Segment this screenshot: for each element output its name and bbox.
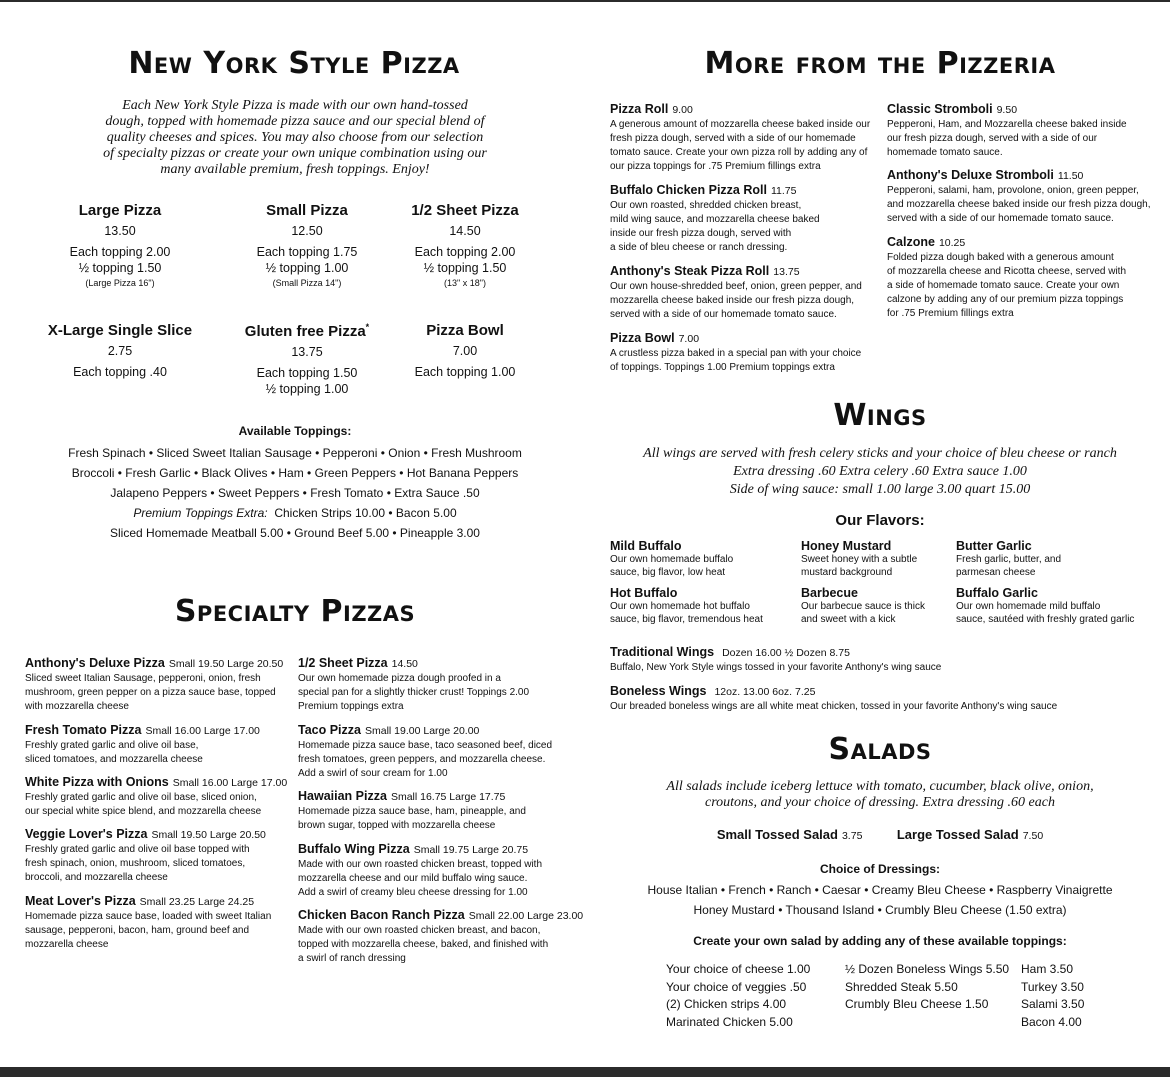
item-desc: a side of bleu cheese or ranch dressing. (610, 242, 788, 253)
size-topping: Each topping 2.00 (414, 245, 516, 259)
item-desc: Homemade pizza sauce base, taco seasoned beef, diced (298, 740, 553, 751)
more-right-column (887, 100, 1162, 321)
bottom-bar (0, 1067, 1170, 1077)
salad-topping: Your choice of veggies .50 (666, 979, 807, 994)
flavor-desc: mustard background (801, 567, 893, 578)
item-desc: a swirl of ranch dressing (298, 953, 406, 964)
item-price: Small 19.50 Large 20.50 (151, 829, 266, 841)
item-desc: mozzarella cheese baked inside our fresh pizza dough, (610, 295, 855, 306)
size-pizza-bowl (385, 322, 545, 380)
wings-title: Wings (833, 398, 927, 433)
flavor-butter-garlic (956, 539, 1156, 579)
item-name: Buffalo Wing Pizza (298, 842, 410, 856)
item-desc: our pizza toppings for .75 Premium fillings extra (610, 161, 821, 172)
item-desc: tomato sauce. Create your own pizza roll by adding any of (610, 147, 868, 158)
item-desc: Pepperoni, salami, ham, provolone, onion, green pepper, (887, 185, 1139, 196)
specialty-item (25, 773, 295, 825)
intro-line: Extra dressing .60 Extra celery .60 Extra sauce 1.00 (733, 464, 1027, 479)
item-desc: Made with our own roasted chicken breast, topped with (298, 859, 543, 870)
flavor-desc: Our own homemade mild buffalo (956, 601, 1101, 612)
toppings-line: Jalapeno Peppers • Sweet Peppers • Fresh Tomato • Extra Sauce .50 (110, 486, 480, 500)
item-desc: Homemade pizza sauce base, loaded with sweet Italian (25, 911, 272, 922)
item-name: Buffalo Chicken Pizza Roll (610, 183, 767, 197)
intro-line: All wings are served with fresh celery sticks and your choice of bleu cheese or ranch (643, 446, 1117, 461)
item-name: Traditional Wings (610, 645, 715, 659)
item-desc: Freshly grated garlic and olive oil base, sliced onion, (25, 792, 257, 803)
item-price: Small 16.00 Large 17.00 (145, 725, 260, 737)
item-name: Calzone (887, 235, 935, 249)
dressings-title: Choice of Dressings: (819, 862, 941, 876)
item-name: Anthony's Deluxe Stromboli (887, 168, 1054, 182)
item-price: 12oz. 13.00 6oz. 7.25 (714, 686, 816, 698)
flavor-desc: parmesan cheese (956, 567, 1036, 578)
size-price: 7.00 (452, 344, 478, 358)
size-name: Large Pizza (78, 202, 162, 219)
size-topping: Each topping 1.50 (256, 366, 358, 380)
item-desc: fresh spinach, onion, mushroom, sliced tomatoes, (25, 858, 246, 869)
item-desc: served with a side of our homemade tomato sauce. (610, 309, 837, 320)
item-desc: of mozzarella cheese and Ricotta cheese, served with (887, 266, 1127, 277)
size-price: 2.75 (107, 344, 133, 358)
item-price: 11.75 (770, 185, 797, 197)
item-price: 13.75 (773, 266, 800, 278)
size-note: (13" x 18") (444, 278, 486, 288)
item-desc: broccoli, and mozzarella cheese (25, 872, 168, 883)
size-price: 12.50 (291, 224, 323, 238)
flavor-desc: sauce, sautéed with freshly grated garlic (956, 614, 1135, 625)
item-price: Small 23.25 Large 24.25 (139, 896, 255, 908)
size-name: Gluten free Pizza (244, 323, 366, 340)
intro-line: Side of wing sauce: small 1.00 large 3.00 quart 15.00 (729, 482, 1031, 497)
item-price: Small 16.75 Large 17.75 (390, 791, 506, 803)
specialty-item (298, 721, 588, 787)
flavor-name: Butter Garlic (956, 539, 1032, 553)
dressings-list (590, 880, 1170, 920)
item-price: 9.50 (996, 104, 1018, 116)
item-name: 1/2 Sheet Pizza (298, 656, 388, 670)
specialty-item (25, 654, 295, 721)
size-price: 13.75 (291, 345, 323, 359)
small-salad-name: Small Tossed Salad (716, 827, 838, 842)
salad-topping: Crumbly Bleu Cheese 1.50 (845, 997, 989, 1011)
salad-toppings-col-1 (666, 961, 846, 1031)
large-salad-name: Large Tossed Salad (896, 827, 1019, 842)
item-desc: for .75 Premium fillings extra (887, 308, 1014, 319)
item-desc: mozzarella cheese (25, 939, 109, 950)
premium-label: Premium Toppings Extra: (133, 506, 268, 520)
specialty-item (298, 787, 588, 840)
size-name: Pizza Bowl (426, 322, 504, 339)
flavor-desc: sauce, big flavor, tremendous heat (610, 614, 763, 625)
size-half-topping: ½ topping 1.50 (78, 261, 162, 275)
item-name: Hawaiian Pizza (298, 789, 387, 803)
toppings-title: Available Toppings: (238, 424, 352, 438)
flavor-name: Hot Buffalo (610, 586, 678, 600)
item-name: Fresh Tomato Pizza (25, 723, 142, 737)
flavor-desc: Fresh garlic, butter, and (956, 554, 1062, 565)
flavor-name: Mild Buffalo (610, 539, 682, 553)
specialty-item (298, 840, 588, 906)
item-desc: Pepperoni, Ham, and Mozzarella cheese baked inside (887, 119, 1127, 130)
item-desc: topped with mozzarella cheese, baked, and finished with (298, 939, 549, 950)
tossed-salads (590, 826, 1170, 844)
intro-line: of specialty pizzas or create your own unique combination using our (103, 146, 487, 161)
item-desc: our fresh pizza dough, served with a side of our (887, 133, 1098, 144)
more-title: More from the Pizzeria (704, 46, 1056, 81)
size-note: (Large Pizza 16") (85, 278, 155, 288)
flavor-desc: Sweet honey with a subtle (801, 554, 918, 565)
item-desc: Add a swirl of creamy bleu cheese dressing for 1.00 (298, 887, 528, 898)
salad-topping: Bacon 4.00 (1021, 1014, 1082, 1029)
flavor-hot-buffalo (610, 586, 800, 626)
size-topping: Each topping 2.00 (69, 245, 171, 259)
flavor-name: Buffalo Garlic (956, 586, 1038, 600)
intro-line: quality cheeses and spices. You may also choose from our selection (106, 130, 484, 145)
size-half-topping: ½ topping 1.00 (265, 261, 349, 275)
more-left-column (610, 100, 880, 375)
item-price: 11.50 (1057, 170, 1084, 182)
item-desc: Premium toppings extra (298, 701, 404, 712)
item-price: Small 16.00 Large 17.00 (172, 777, 288, 789)
size-price: 13.50 (104, 224, 136, 238)
item-price: 10.25 (938, 237, 966, 249)
item-name: Chicken Bacon Ranch Pizza (298, 908, 465, 922)
flavor-desc: sauce, big flavor, low heat (610, 567, 726, 578)
flavor-desc: Our barbecue sauce is thick (801, 601, 925, 612)
item-desc: Our own homemade pizza dough proofed in a (298, 673, 501, 684)
item-desc: Homemade pizza sauce base, ham, pineapple, and (298, 806, 526, 817)
flavor-name: Barbecue (801, 586, 858, 600)
toppings-line: Sliced Homemade Meatball 5.00 • Ground Beef 5.00 • Pineapple 3.00 (110, 526, 480, 540)
item-desc: Freshly grated garlic and olive oil base, (25, 740, 199, 751)
item-desc: mozzarella cheese and our mild buffalo wing sauce. (298, 873, 528, 884)
salad-topping: Salami 3.50 (1021, 997, 1085, 1011)
item-desc: Our own house-shredded beef, onion, green pepper, and (610, 281, 862, 292)
more-item (887, 166, 1162, 233)
item-desc: served with a side of our homemade tomato sauce. (887, 213, 1114, 224)
flavor-mild-buffalo (610, 539, 800, 579)
specialty-item (25, 825, 295, 892)
item-name: Veggie Lover's Pizza (25, 827, 148, 841)
item-desc: fresh tomatoes, green peppers, and mozzarella cheese. (298, 754, 546, 765)
item-price: Small 19.75 Large 20.75 (413, 844, 529, 856)
intro-line: All salads include iceberg lettuce with tomato, cucumber, black olive, onion, (666, 779, 1094, 794)
item-desc: sausage, pepperoni, bacon, ham, ground beef and (25, 925, 250, 936)
item-name: Classic Stromboli (887, 102, 993, 116)
size-name: Small Pizza (266, 202, 348, 219)
top-rule (0, 0, 1170, 2)
flavor-buffalo-garlic (956, 586, 1161, 626)
item-name: Pizza Bowl (610, 331, 675, 345)
specialty-left-column (25, 654, 295, 952)
item-desc: special pan for a slightly thicker crust! Toppings 2.00 (298, 687, 530, 698)
small-salad-price: 3.75 (841, 830, 863, 842)
salad-topping: Your choice of cheese 1.00 (666, 962, 811, 976)
specialty-title: Specialty Pizzas (174, 594, 416, 629)
item-name: Boneless Wings (610, 684, 707, 698)
specialty-item (25, 892, 295, 952)
flavor-desc: and sweet with a kick (801, 614, 896, 625)
item-name: White Pizza with Onions (25, 775, 169, 789)
item-desc: our special white spice blend, and mozzarella cheese (25, 806, 262, 817)
toppings-line: Fresh Spinach • Sliced Sweet Italian Sausage • Pepperoni • Onion • Fresh Mushroom (68, 446, 522, 460)
more-item (610, 100, 880, 181)
salad-toppings-col-3 (1021, 961, 1141, 1031)
traditional-wings (610, 643, 1160, 675)
flavor-honey-mustard (801, 539, 951, 579)
more-item (887, 100, 1162, 166)
size-half-sheet (385, 202, 545, 288)
dressings-line: Honey Mustard • Thousand Island • Crumbly Bleu Cheese (1.50 extra) (693, 903, 1067, 917)
item-name: Anthony's Steak Pizza Roll (610, 264, 770, 278)
size-note: (Small Pizza 14") (272, 278, 342, 288)
item-desc: homemade tomato sauce. (887, 147, 1003, 158)
item-desc: brown sugar, topped with mozzarella cheese (298, 820, 496, 831)
specialty-right-column (298, 654, 588, 966)
gluten-note-star: * (365, 322, 370, 332)
item-desc: A crustless pizza baked in a special pan with your choice (610, 348, 862, 359)
size-small-pizza (227, 202, 387, 288)
item-price: 14.50 (391, 658, 418, 670)
intro-line: Each New York Style Pizza is made with our own hand-tossed (122, 98, 468, 113)
item-desc: Folded pizza dough baked with a generous amount (887, 252, 1114, 263)
more-item (610, 262, 880, 329)
specialty-item (298, 654, 588, 721)
size-topping: Each topping .40 (73, 365, 167, 379)
item-desc: Made with our own roasted chicken breast, and bacon, (298, 925, 541, 936)
item-desc: Our own roasted, shredded chicken breast, (610, 200, 802, 211)
item-price: Dozen 16.00 ½ Dozen 8.75 (722, 647, 850, 659)
size-topping: Each topping 1.00 (414, 365, 516, 379)
more-item (610, 329, 880, 375)
item-desc: fresh pizza dough, served with a side of our homemade (610, 133, 856, 144)
item-desc: mushroom, green pepper on a pizza sauce base, topped (25, 687, 276, 698)
size-name: X-Large Single Slice (47, 322, 193, 339)
item-name: Meat Lover's Pizza (25, 894, 136, 908)
boneless-wings (610, 682, 1160, 714)
specialty-item (25, 721, 295, 773)
flavor-desc: Our own homemade hot buffalo (610, 601, 750, 612)
item-price: 7.00 (678, 333, 700, 345)
size-large-pizza (40, 202, 200, 288)
more-item (610, 181, 880, 262)
item-desc: Buffalo, New York Style wings tossed in your favorite Anthony's wing sauce (610, 662, 942, 673)
salads-title: Salads (828, 732, 932, 767)
item-desc: mild wing sauce, and mozzarella cheese baked (610, 214, 820, 225)
size-half-topping: ½ topping 1.50 (423, 261, 507, 275)
wings-intro (590, 445, 1170, 499)
item-desc: A generous amount of mozzarella cheese baked inside our (610, 119, 871, 130)
item-desc: of toppings. Toppings 1.00 Premium toppings extra (610, 362, 835, 373)
ny-pizza-title: New York Style Pizza (128, 46, 460, 81)
item-price: Small 22.00 Large 23.00 (468, 910, 584, 922)
size-price: 14.50 (449, 224, 481, 238)
salad-topping: Marinated Chicken 5.00 (666, 1014, 793, 1029)
available-toppings (0, 422, 590, 543)
intro-line: many available premium, fresh toppings. Enjoy! (160, 162, 430, 177)
size-xl-slice (30, 322, 210, 380)
create-salad-title: Create your own salad by adding any of these available toppings: (693, 934, 1067, 948)
salad-topping: Turkey 3.50 (1021, 979, 1084, 994)
flavor-name: Honey Mustard (801, 539, 892, 553)
item-desc: with mozzarella cheese (25, 701, 129, 712)
salads-intro (590, 779, 1170, 811)
item-desc: inside our fresh pizza dough, served with (610, 228, 792, 239)
item-name: Pizza Roll (610, 102, 669, 116)
dressings-line: House Italian • French • Ranch • Caesar • Creamy Bleu Cheese • Raspberry Vinaigrette (647, 883, 1113, 897)
item-price: Small 19.00 Large 20.00 (364, 725, 480, 737)
more-item (887, 233, 1162, 321)
item-desc: Our breaded boneless wings are all white meat chicken, tossed in your favorite Anthony's wing sauce (610, 701, 1058, 712)
item-desc: Freshly grated garlic and olive oil base topped with (25, 844, 250, 855)
size-name: 1/2 Sheet Pizza (411, 202, 519, 219)
item-desc: and mozzarella cheese baked inside our fresh pizza dough, (887, 199, 1151, 210)
item-desc: sliced tomatoes, and mozzarella cheese (25, 754, 203, 765)
size-topping: Each topping 1.75 (256, 245, 358, 259)
item-price: Small 19.50 Large 20.50 (168, 658, 284, 670)
premium-toppings-line (0, 503, 590, 523)
item-price: 9.00 (672, 104, 693, 116)
flavor-barbecue (801, 586, 951, 626)
salad-topping: Shredded Steak 5.50 (845, 979, 958, 994)
salad-topping: ½ Dozen Boneless Wings 5.50 (845, 962, 1010, 976)
flavor-desc: Our own homemade buffalo (610, 554, 734, 565)
item-desc: Add a swirl of sour cream for 1.00 (298, 768, 448, 779)
salad-topping: Ham 3.50 (1021, 962, 1074, 976)
item-name: Taco Pizza (298, 723, 361, 737)
large-salad-price: 7.50 (1022, 830, 1044, 842)
item-desc: a side of homemade tomato sauce. Create your own (887, 280, 1120, 291)
intro-line: croutons, and your choice of dressing. Extra dressing .60 each (705, 795, 1055, 810)
size-half-topping: ½ topping 1.00 (265, 382, 349, 396)
item-desc: Sliced sweet Italian Sausage, pepperoni, onion, fresh (25, 673, 261, 684)
ny-pizza-intro (0, 98, 590, 178)
size-gluten-free (217, 322, 397, 397)
item-desc: calzone by adding any of our premium pizza toppings (887, 294, 1124, 305)
intro-line: dough, topped with homemade pizza sauce and our special blend of (105, 114, 485, 129)
toppings-line: Broccoli • Fresh Garlic • Black Olives • Ham • Green Peppers • Hot Banana Peppers (71, 466, 519, 480)
salad-topping: (2) Chicken strips 4.00 (666, 997, 787, 1011)
item-name: Anthony's Deluxe Pizza (25, 656, 165, 670)
premium-items: Chicken Strips 10.00 • Bacon 5.00 (274, 506, 457, 520)
specialty-item (298, 906, 588, 966)
salad-toppings-col-2 (845, 961, 1020, 1014)
flavors-title: Our Flavors: (835, 512, 925, 529)
